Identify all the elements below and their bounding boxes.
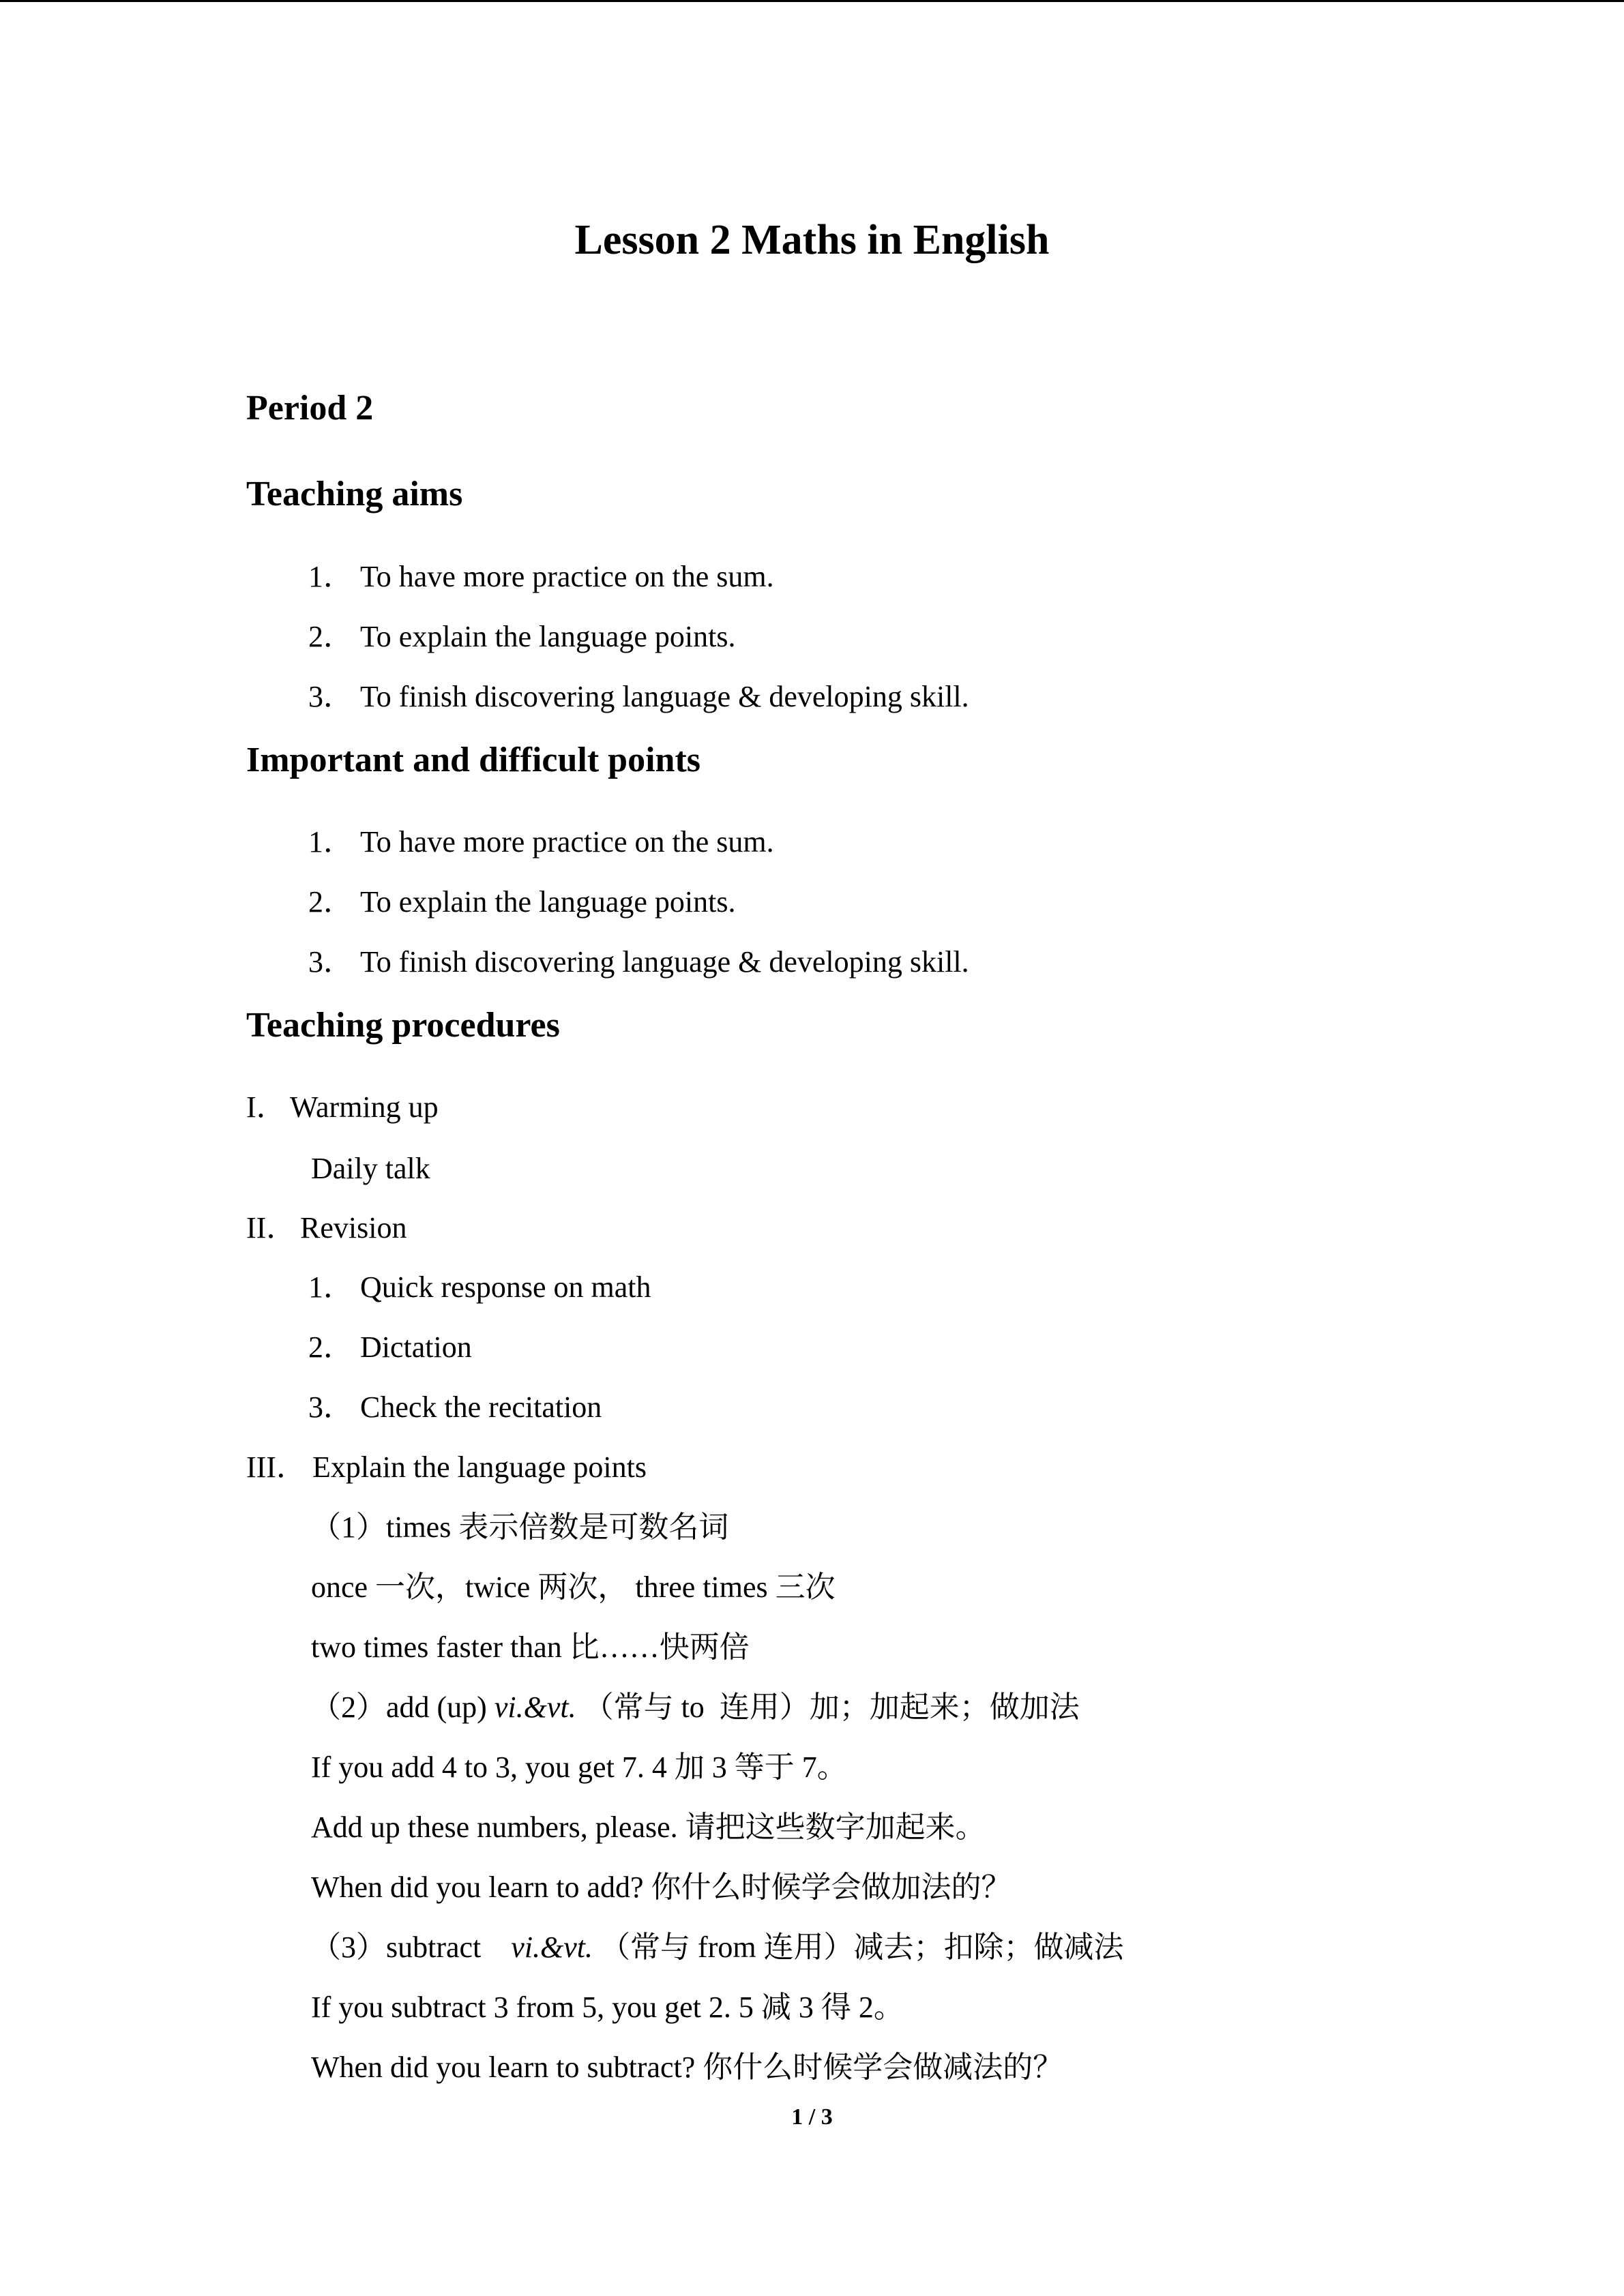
language-example: once 一次，twice 两次， three times 三次	[311, 1570, 836, 1604]
item-text: To explain the language points.	[360, 885, 736, 919]
item-text: Quick response on math	[360, 1270, 651, 1304]
important-points-heading: Important and difficult points	[246, 741, 700, 779]
item-number: 2．	[308, 885, 353, 919]
item-text: To have more practice on the sum.	[360, 560, 774, 593]
item-text: Check the recitation	[360, 1390, 602, 1424]
item-number: 3．	[308, 680, 353, 713]
language-example: If you add 4 to 3, you get 7. 4 加 3 等于 7。	[311, 1750, 847, 1784]
step-number: III．	[246, 1450, 306, 1484]
item-number: 1．	[308, 825, 353, 859]
procedure-step-warming-up	[246, 1088, 439, 1127]
item-text: To finish discovering language & developing skill.	[360, 680, 969, 713]
page-top-border	[0, 0, 1624, 2]
item-number: 2．	[308, 620, 353, 653]
teaching-aim-item	[308, 557, 774, 597]
page-number: 1 / 3	[791, 2104, 833, 2130]
procedure-step-language-points	[246, 1448, 647, 1487]
revision-item	[308, 1388, 602, 1427]
language-example: Add up these numbers, please. 请把这些数字加起来。	[311, 1810, 986, 1844]
period-heading: Period 2	[246, 389, 374, 428]
language-point-times: （1）times 表示倍数是可数名词	[311, 1510, 729, 1544]
entry-word: （3）subtract	[311, 1930, 512, 1964]
language-example: two times faster than 比……快两倍	[311, 1630, 750, 1664]
item-text: Dictation	[360, 1330, 472, 1364]
part-of-speech: vi.&vt.	[494, 1690, 576, 1724]
teaching-aim-item	[308, 617, 735, 657]
warming-up-detail: Daily talk	[311, 1152, 430, 1185]
teaching-aim-item	[308, 677, 969, 717]
teaching-aims-heading: Teaching aims	[246, 475, 463, 513]
step-number: II．	[246, 1211, 297, 1244]
procedure-step-revision	[246, 1208, 407, 1248]
item-text: To finish discovering language & developing skill.	[360, 945, 969, 979]
entry-word: （2）add (up)	[311, 1690, 494, 1724]
language-example: When did you learn to subtract? 你什么时候学会做减法的？	[311, 2051, 1063, 2084]
language-example: When did you learn to add? 你什么时候学会做加法的？	[311, 1870, 1012, 1904]
important-point-item	[308, 882, 735, 922]
item-number: 3．	[308, 1390, 353, 1424]
entry-definition: （常与 from 连用）减去；扣除；做减法	[593, 1930, 1124, 1964]
revision-item	[308, 1268, 651, 1307]
entry-definition: （常与 to 连用）加；加起来；做加法	[576, 1690, 1080, 1724]
language-example: If you subtract 3 from 5, you get 2. 5 减 3 得 2。	[311, 1991, 904, 2024]
important-point-item	[308, 942, 969, 982]
teaching-procedures-heading: Teaching procedures	[246, 1006, 560, 1045]
language-point-subtract	[311, 1928, 1124, 1967]
item-number: 2．	[308, 1330, 353, 1364]
revision-item	[308, 1328, 472, 1367]
item-number: 1．	[308, 560, 353, 593]
item-text: To have more practice on the sum.	[360, 825, 774, 859]
important-point-item	[308, 822, 774, 862]
language-point-add	[311, 1688, 1080, 1727]
item-text: To explain the language points.	[360, 620, 736, 653]
item-number: 3．	[308, 945, 353, 979]
step-text: Explain the language points	[312, 1450, 647, 1484]
part-of-speech: vi.&vt.	[511, 1930, 593, 1964]
item-number: 1．	[308, 1270, 353, 1304]
step-text: Warming up	[290, 1090, 439, 1124]
step-number: I．	[246, 1090, 286, 1124]
page-title: Lesson 2 Maths in English	[574, 217, 1050, 263]
step-text: Revision	[300, 1211, 407, 1244]
